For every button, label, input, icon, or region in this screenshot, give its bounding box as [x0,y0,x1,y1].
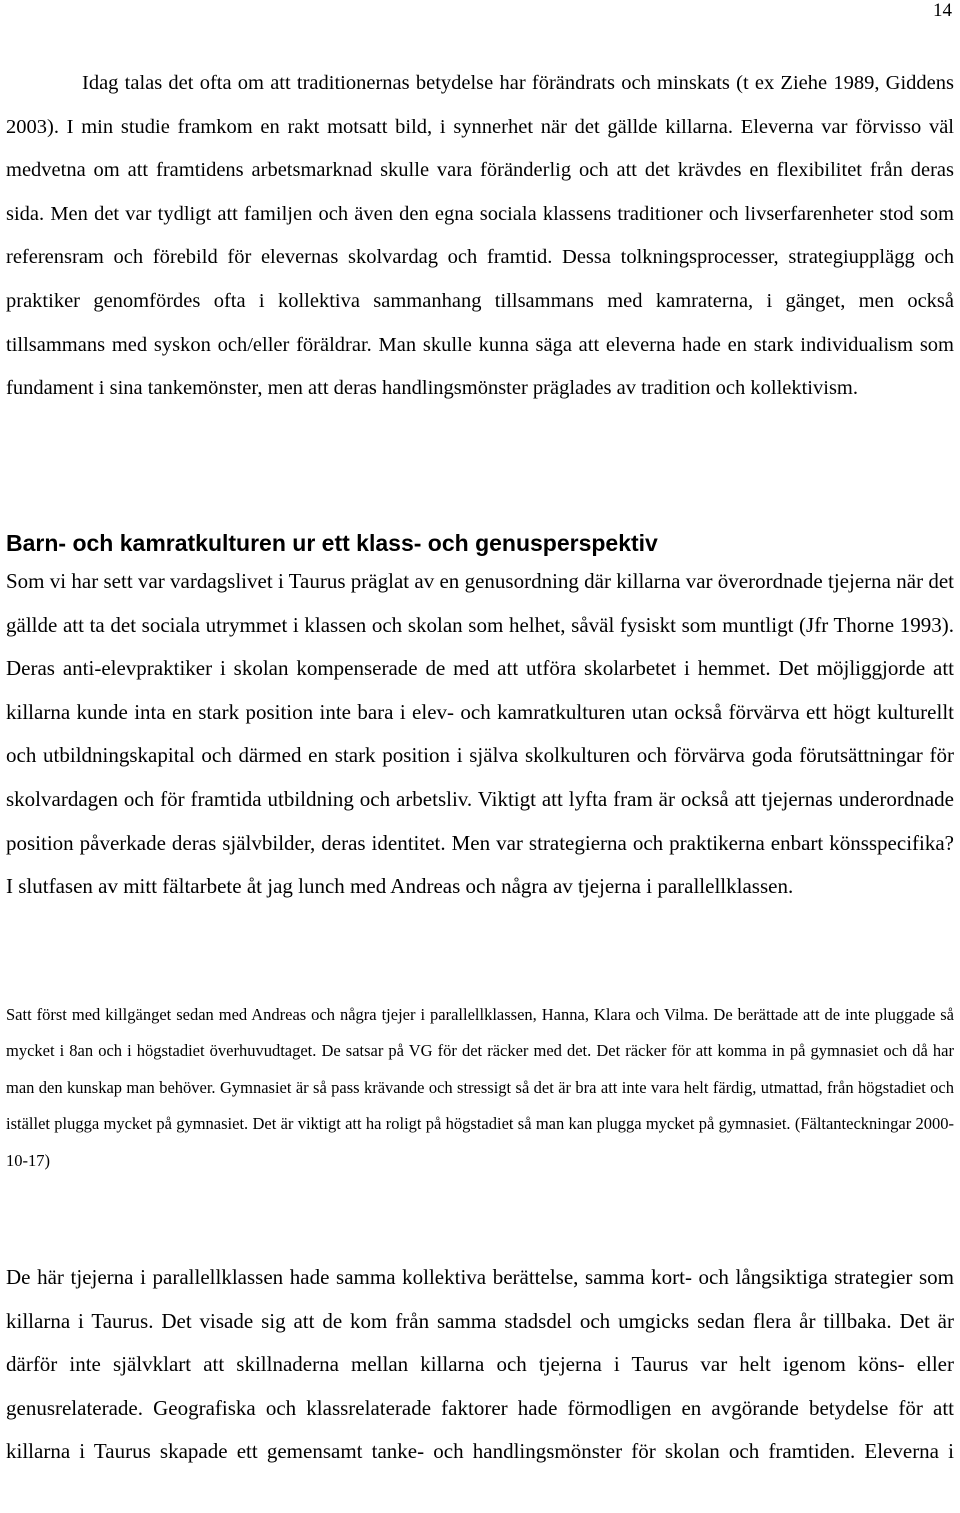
field-notes-quote: Satt först med killgänget sedan med Andreas och några tjejer i parallellklassen, Hanna, Klara och Vilma. De berättade att de inte pluggade så mycket i 8an och i högstadiet överhuvudtaget. De satsar på VG för det räcker med det. Det räcker för att komma in på gymnasiet och då har man den kunskap man behöver. Gymnasiet är så pass krävande och stressigt så det är bra att inte vara helt färdig, utmattad, från högstadiet och istället plugga mycket på gymnasiet. Det är viktigt att ha roligt på högstadiet så man kan plugga mycket på gymnasiet. (Fältanteckningar 2000-10-17) [6,1005,954,1170]
page-number: 14 [933,0,952,21]
closing-paragraph: De här tjejerna i parallellklassen hade samma kollektiva berättelse, samma kort- och långsiktiga strategier som killarna i Taurus. Det visade sig att de kom från samma stadsdel och umgicks sedan flera år tillbaka. Det är därför inte självklart att skillnaderna mellan killarna och tjejerna i Taurus var helt igenom köns- eller genusrelaterade. Geografiska och klassrelaterade faktorer hade förmodligen en avgörande betydelse för att killarna i Taurus skapade ett gemensamt tanke- och handlingsmönster för skolan och framtiden. Eleverna i [6,1265,954,1464]
intro-paragraph: Idag talas det ofta om att traditionernas betydelse har förändrats och minskats (t ex Ziehe 1989, Giddens 2003). I min studie framkom en rakt motsatt bild, i synnerhet när det gällde killarna. Eleverna var förvisso väl medvetna om att framtidens arbetsmarknad skulle vara föränderlig och att det krävdes en flexibilitet från deras sida. Men det var tydligt att familjen och även den egna sociala klassens traditioner och livserfarenheter stod som referensram och förebild för elevernas skolvardag och framtid. Dessa tolkningsprocesser, strategiupplägg och praktiker genomfördes ofta i kollektiva sammanhang tillsammans med kamraterna, i gänget, men också tillsammans med syskon och/eller föräldrar. Man skulle kunna säga att eleverna hade en stark individualism som fundament i sina tankemönster, men att deras handlingsmönster präglades av tradition och kollektivism. [6,72,954,400]
section-body-paragraph: Som vi har sett var vardagslivet i Taurus präglat av en genusordning där killarna var överordnade tjejerna när det gällde att ta det sociala utrymmet i klassen och skolan som helhet, såväl fysiskt som muntligt (Jfr Thorne 1993). Deras anti-elevpraktiker i skolan kompenserade de med att utföra skolarbetet i hemmet. Det möjliggjorde att killarna kunde inta en stark position inte bara i elev- och kamratkulturen utan också förvärva ett högt kulturellt och utbildningskapital och därmed en stark position i själva skolkulturen och förvärva goda förutsättningar för skolvardagen och för framtida utbildning och arbetsliv. Viktigt att lyfta fram är också att tjejernas underordnade position påverkade deras självbilder, deras identitet. Men var strategierna och praktikerna enbart könsspecifika? I slutfasen av mitt fältarbete åt jag lunch med Andreas och några av tjejerna i parallellklassen. [6,569,954,899]
section-heading: Barn- och kamratkulturen ur ett klass- och genusperspektiv [6,530,658,556]
